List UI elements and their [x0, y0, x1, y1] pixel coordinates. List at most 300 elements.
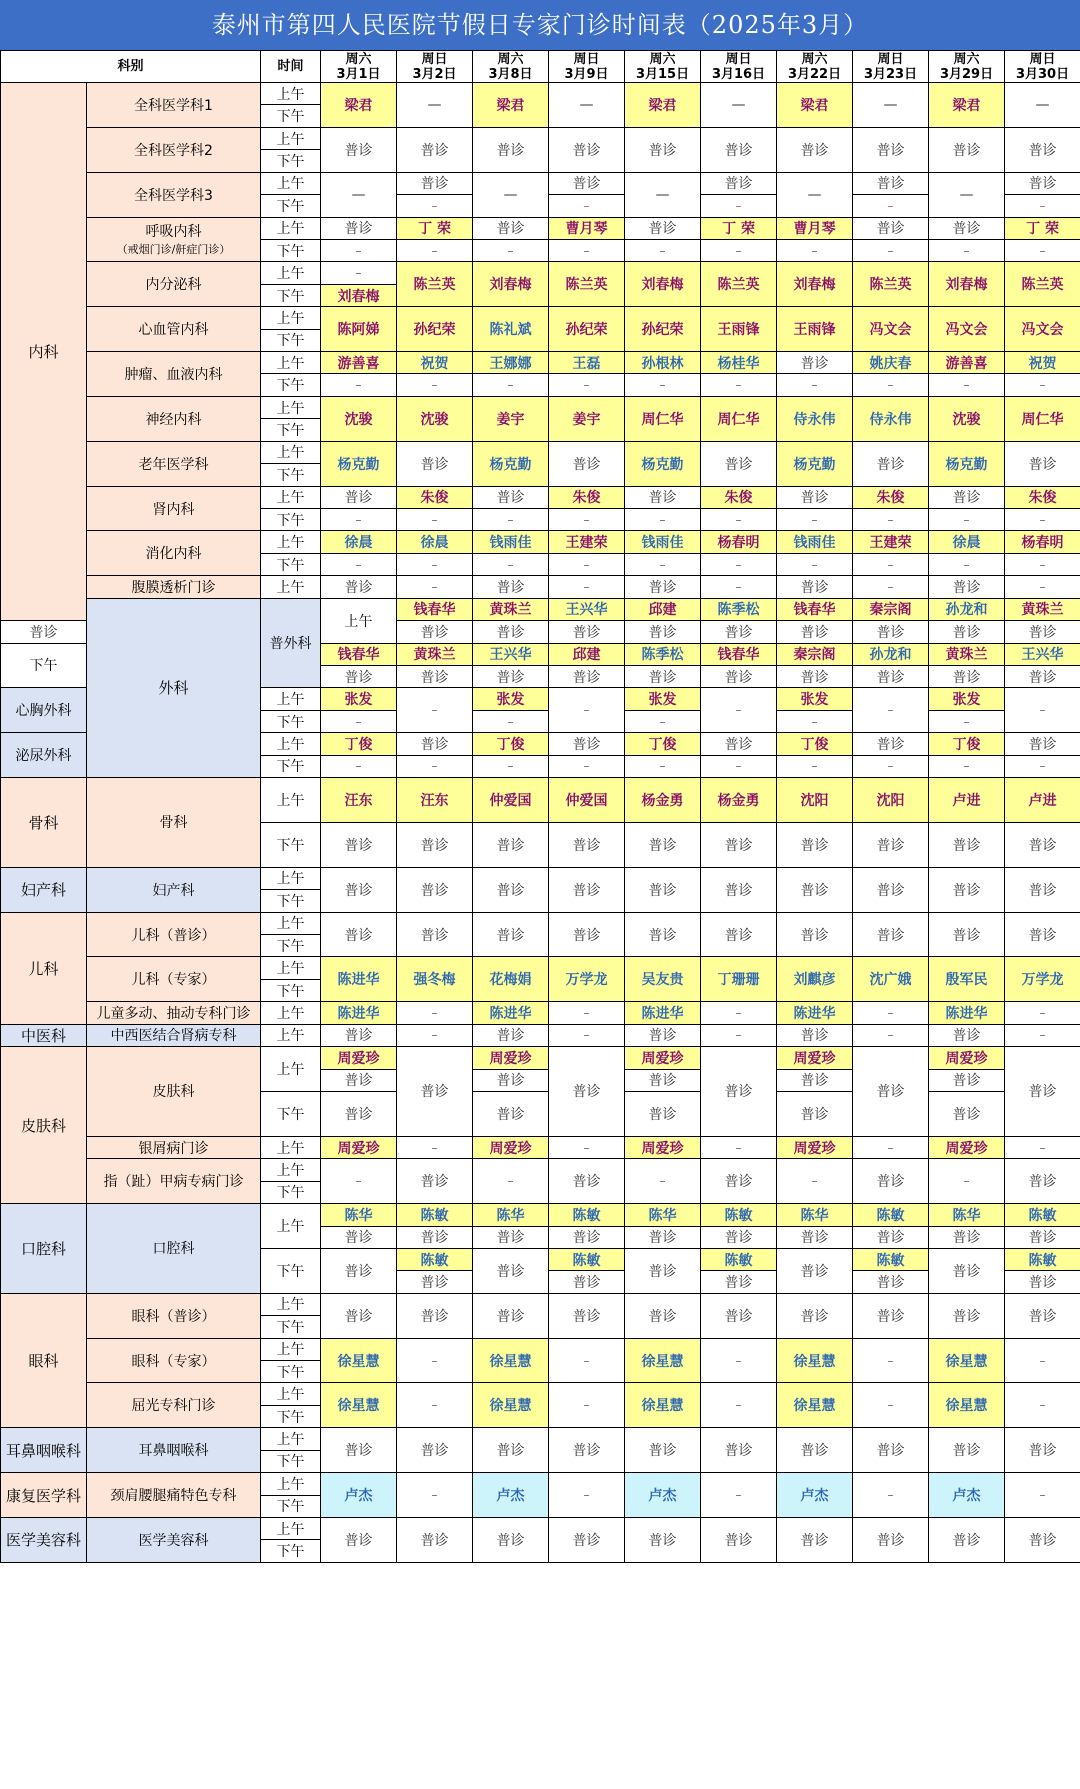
schedule-cell: –: [1005, 1473, 1080, 1518]
doctor-cell: 王建荣: [853, 531, 929, 553]
schedule-cell: –: [625, 1159, 701, 1204]
doctor-cell: 黄珠兰: [929, 643, 1005, 665]
table-row: [1, 1473, 1080, 1495]
subdepartment-label: 全科医学科2: [134, 142, 213, 159]
schedule-cell: –: [701, 374, 777, 396]
doctor-cell: 徐星慧: [473, 1338, 549, 1383]
schedule-cell: 普诊: [777, 127, 853, 172]
subdepartment-cell: [87, 1047, 261, 1137]
page-title: 泰州市第四人民医院节假日专家门诊时间表（2025年3月）: [0, 0, 1080, 50]
weekday-label: 周六: [497, 51, 524, 67]
date-label: 3月1日: [336, 66, 381, 82]
doctor-cell: 刘麒彦: [777, 957, 853, 1002]
subdepartment-cell: [87, 531, 261, 576]
schedule-cell: –: [701, 239, 777, 261]
doctor-cell: 卢杰: [321, 1473, 397, 1518]
time-slot-cell: 下午: [261, 1540, 321, 1562]
time-slot-cell: 下午: [261, 1495, 321, 1517]
table-row: [1, 1047, 1080, 1069]
doctor-cell: 陈敏: [549, 1248, 625, 1270]
schedule-cell: 普诊: [701, 1428, 777, 1473]
schedule-cell: 普诊: [929, 1428, 1005, 1473]
schedule-cell: –: [397, 688, 473, 733]
schedule-cell: –: [397, 374, 473, 396]
subdepartment-cell: [87, 1428, 261, 1473]
schedule-cell: 普诊: [321, 576, 397, 598]
doctor-cell: 吴友贵: [625, 957, 701, 1002]
subdepartment-cell: [87, 307, 261, 352]
schedule-cell: 普诊: [321, 127, 397, 172]
doctor-cell: 丁 荣: [701, 217, 777, 239]
doctor-cell: 冯文会: [929, 307, 1005, 352]
subdepartment-cell: [87, 486, 261, 531]
department-cell: 皮肤科: [1, 1047, 87, 1204]
department-cell: 妇产科: [1, 867, 87, 912]
schedule-cell: 普诊: [549, 441, 625, 486]
time-slot-cell: 下午: [261, 374, 321, 396]
doctor-cell: 杨克勤: [625, 441, 701, 486]
schedule-cell: –: [397, 509, 473, 531]
schedule-cell: 普诊: [321, 486, 397, 508]
schedule-cell: —: [473, 172, 549, 217]
schedule-cell: 普诊: [473, 665, 549, 687]
department-cell: 骨科: [1, 778, 87, 868]
subdepartment-label: 颈肩腰腿痛特色专科: [110, 1488, 237, 1505]
time-slot-cell: 下午: [261, 1248, 321, 1293]
schedule-cell: 普诊: [929, 822, 1005, 867]
doctor-cell: 陈敏: [397, 1248, 473, 1270]
doctor-cell: 卢杰: [777, 1473, 853, 1518]
schedule-cell: 普诊: [397, 665, 473, 687]
schedule-cell: –: [929, 509, 1005, 531]
schedule-cell: –: [853, 1024, 929, 1046]
schedule-cell: 普诊: [853, 733, 929, 755]
doctor-cell: 张发: [321, 688, 397, 710]
subdepartment-cell: [87, 396, 261, 441]
doctor-cell: 陈敏: [701, 1204, 777, 1226]
subdepartment-cell: [1, 688, 87, 733]
schedule-cell: –: [397, 1136, 473, 1158]
doctor-cell: 徐晨: [929, 531, 1005, 553]
doctor-cell: 周仁华: [1005, 396, 1080, 441]
doctor-cell: 周爱珍: [321, 1047, 397, 1069]
time-slot-cell: 上午: [321, 598, 397, 643]
schedule-cell: –: [549, 1338, 625, 1383]
table-row: [1, 778, 1080, 800]
schedule-cell: 普诊: [397, 867, 473, 912]
time-slot-cell: 上午: [261, 1204, 321, 1249]
time-slot-cell: 上午: [261, 172, 321, 194]
subdepartment-cell: [87, 352, 261, 397]
doctor-cell: 陈敏: [853, 1248, 929, 1270]
schedule-cell: 普诊: [853, 912, 929, 957]
doctor-cell: 仲爱国: [473, 778, 549, 823]
schedule-cell: 普诊: [321, 217, 397, 239]
schedule-cell: 普诊: [1005, 1271, 1080, 1293]
doctor-cell: 丁 荣: [1005, 217, 1080, 239]
doctor-cell: 王兴华: [473, 643, 549, 665]
doctor-cell: 周爱珍: [777, 1047, 853, 1069]
schedule-cell: 普诊: [397, 1271, 473, 1293]
schedule-cell: 普诊: [777, 912, 853, 957]
schedule-cell: –: [853, 1338, 929, 1383]
schedule-cell: –: [853, 374, 929, 396]
doctor-cell: 张发: [929, 688, 1005, 710]
doctor-cell: 朱俊: [549, 486, 625, 508]
schedule-cell: –: [777, 1159, 853, 1204]
doctor-cell: 卢杰: [473, 1473, 549, 1518]
schedule-cell: 普诊: [701, 1271, 777, 1293]
time-slot-cell: 上午: [261, 867, 321, 889]
doctor-cell: 陈季松: [625, 643, 701, 665]
doctor-cell: 陈阿娣: [321, 307, 397, 352]
subdepartment-label: 儿童多动、抽动专科门诊: [96, 1006, 251, 1022]
subdepartment-cell: [87, 957, 261, 1002]
schedule-cell: 普诊: [701, 172, 777, 194]
doctor-cell: 刘春梅: [473, 262, 549, 307]
doctor-cell: 侍永伟: [853, 396, 929, 441]
schedule-cell: 普诊: [853, 127, 929, 172]
doctor-cell: 姜宇: [549, 396, 625, 441]
doctor-cell: 邱建: [549, 643, 625, 665]
doctor-cell: 黄珠兰: [473, 598, 549, 620]
table-row: [1, 1136, 1080, 1158]
doctor-cell: 陈敏: [1005, 1204, 1080, 1226]
doctor-cell: 曹月琴: [777, 217, 853, 239]
doctor-cell: 梁君: [929, 83, 1005, 128]
subdepartment-label: 儿科（专家）: [131, 972, 216, 989]
doctor-cell: 陈兰英: [701, 262, 777, 307]
doctor-cell: 刘春梅: [625, 262, 701, 307]
table-row: [1, 172, 1080, 194]
schedule-cell: 普诊: [473, 576, 549, 598]
time-slot-cell: 上午: [261, 217, 321, 239]
schedule-cell: –: [549, 195, 625, 217]
subdepartment-cell: [87, 127, 261, 172]
schedule-cell: 普诊: [701, 1226, 777, 1248]
doctor-cell: 钱雨佳: [625, 531, 701, 553]
weekday-label: 周六: [801, 51, 828, 67]
schedule-cell: 普诊: [701, 441, 777, 486]
schedule-cell: –: [929, 710, 1005, 732]
subdepartment-label: 肿瘤、血液内科: [124, 366, 223, 383]
table-row: [1, 957, 1080, 979]
doctor-cell: 张发: [473, 688, 549, 710]
schedule-cell: –: [321, 553, 397, 575]
schedule-cell: –: [777, 553, 853, 575]
schedule-cell: 普诊: [777, 1293, 853, 1338]
time-slot-cell: 上午: [261, 1047, 321, 1092]
schedule-cell: 普诊: [929, 1293, 1005, 1338]
schedule-cell: 普诊: [473, 127, 549, 172]
schedule-cell: 普诊: [777, 621, 853, 643]
doctor-cell: 徐星慧: [777, 1383, 853, 1428]
weekday-label: 周日: [573, 51, 600, 67]
schedule-cell: 普诊: [397, 912, 473, 957]
schedule-cell: –: [549, 1024, 625, 1046]
schedule-cell: –: [549, 688, 625, 733]
doctor-cell: 杨春明: [701, 531, 777, 553]
schedule-cell: 普诊: [473, 1069, 549, 1091]
doctor-cell: 朱俊: [397, 486, 473, 508]
department-cell: 外科: [87, 598, 261, 777]
schedule-cell: 普诊: [853, 867, 929, 912]
date-header: [1005, 51, 1080, 83]
schedule-cell: –: [1005, 195, 1080, 217]
time-slot-cell: 上午: [261, 352, 321, 374]
schedule-cell: —: [929, 172, 1005, 217]
schedule-cell: 普诊: [929, 1091, 1005, 1136]
date-label: 3月2日: [412, 66, 457, 82]
schedule-cell: 普诊: [549, 867, 625, 912]
schedule-cell: 普诊: [549, 127, 625, 172]
schedule-cell: 普诊: [853, 1271, 929, 1293]
subdepartment-label: 心血管内科: [138, 322, 209, 339]
table-row: [1, 1383, 1080, 1405]
dept-header: 科别: [1, 51, 261, 83]
schedule-cell: –: [397, 195, 473, 217]
doctor-cell: 周爱珍: [473, 1047, 549, 1069]
doctor-cell: 刘春梅: [777, 262, 853, 307]
schedule-cell: –: [397, 553, 473, 575]
doctor-cell: 孙纪荣: [625, 307, 701, 352]
subdepartment-label: 皮肤科: [152, 1084, 195, 1101]
doctor-cell: 姚庆春: [853, 352, 929, 374]
doctor-cell: 陈兰英: [397, 262, 473, 307]
schedule-cell: 普诊: [777, 1069, 853, 1091]
schedule-cell: 普诊: [397, 172, 473, 194]
doctor-cell: 陈进华: [625, 1002, 701, 1024]
table-row: [1, 486, 1080, 508]
schedule-cell: —: [321, 172, 397, 217]
doctor-cell: 侍永伟: [777, 396, 853, 441]
table-row: [1, 396, 1080, 418]
schedule-cell: –: [853, 239, 929, 261]
schedule-cell: 普诊: [625, 486, 701, 508]
doctor-cell: 秦宗阁: [853, 598, 929, 620]
subdepartment-label: 骨科: [159, 815, 188, 832]
doctor-cell: 卢进: [1005, 778, 1080, 823]
doctor-cell: 刘春梅: [929, 262, 1005, 307]
weekday-label: 周六: [649, 51, 676, 67]
doctor-cell: 梁君: [625, 83, 701, 128]
table-row: [1, 531, 1080, 553]
schedule-cell: 普诊: [701, 665, 777, 687]
doctor-cell: 万学龙: [549, 957, 625, 1002]
subdepartment-label: 全科医学科1: [134, 97, 213, 114]
schedule-cell: 普诊: [625, 1091, 701, 1136]
schedule-cell: 普诊: [777, 1518, 853, 1563]
doctor-cell: 汪东: [397, 778, 473, 823]
schedule-cell: –: [321, 239, 397, 261]
schedule-cell: –: [321, 509, 397, 531]
schedule-cell: 普诊: [853, 1047, 929, 1137]
subdepartment-label: 眼科（专家）: [131, 1353, 216, 1370]
doctor-cell: 王兴华: [1005, 643, 1080, 665]
schedule-cell: 普诊: [549, 1226, 625, 1248]
schedule-cell: 普诊: [473, 1248, 549, 1293]
table-row: [1, 1518, 1080, 1540]
schedule-cell: 普诊: [625, 867, 701, 912]
subdepartment-label: 泌尿外科: [15, 748, 72, 765]
schedule-cell: —: [625, 172, 701, 217]
time-slot-cell: 上午: [261, 531, 321, 553]
schedule-cell: 普诊: [321, 867, 397, 912]
schedule-cell: 普诊: [929, 1226, 1005, 1248]
doctor-cell: 朱俊: [701, 486, 777, 508]
schedule-cell: 普诊: [701, 621, 777, 643]
doctor-cell: 陈兰英: [853, 262, 929, 307]
schedule-cell: 普诊: [549, 1518, 625, 1563]
schedule-cell: 普诊: [1005, 1293, 1080, 1338]
schedule-cell: 普诊: [701, 1293, 777, 1338]
doctor-cell: 徐星慧: [777, 1338, 853, 1383]
subdepartment-label: 眼科（普诊）: [131, 1308, 216, 1325]
time-slot-cell: 上午: [261, 1293, 321, 1315]
schedule-cell: 普诊: [549, 1293, 625, 1338]
doctor-cell: 陈敏: [549, 1204, 625, 1226]
doctor-cell: 陈进华: [777, 1002, 853, 1024]
subdepartment-label: 老年医学科: [138, 456, 209, 473]
schedule-cell: 普诊: [929, 1069, 1005, 1091]
schedule-cell: –: [777, 710, 853, 732]
schedule-cell: –: [1005, 1383, 1080, 1428]
schedule-cell: 普诊: [929, 1248, 1005, 1293]
schedule-cell: –: [929, 553, 1005, 575]
doctor-cell: 徐星慧: [929, 1383, 1005, 1428]
schedule-cell: –: [1005, 755, 1080, 777]
schedule-cell: –: [1005, 509, 1080, 531]
doctor-cell: 王磊: [549, 352, 625, 374]
schedule-cell: 普诊: [473, 486, 549, 508]
subdepartment-cell: [87, 778, 261, 868]
schedule-cell: –: [853, 576, 929, 598]
subdepartment-cell: [87, 83, 261, 128]
weekday-label: 周日: [1029, 51, 1056, 67]
schedule-cell: –: [777, 374, 853, 396]
subdepartment-cell: [87, 912, 261, 957]
subdepartment-label: 医学美容科: [138, 1532, 209, 1549]
schedule-cell: 普诊: [929, 1024, 1005, 1046]
table-row: [1, 912, 1080, 934]
time-slot-cell: 上午: [261, 1428, 321, 1450]
doctor-cell: 周仁华: [701, 396, 777, 441]
schedule-cell: 普诊: [549, 822, 625, 867]
schedule-cell: 普诊: [321, 1248, 397, 1293]
date-header: [929, 51, 1005, 83]
time-slot-cell: 下午: [261, 195, 321, 217]
doctor-cell: 杨春明: [1005, 531, 1080, 553]
doctor-cell: 徐星慧: [473, 1383, 549, 1428]
schedule-cell: –: [777, 509, 853, 531]
time-slot-cell: 下午: [261, 979, 321, 1001]
schedule-cell: –: [853, 755, 929, 777]
schedule-cell: 普诊: [473, 621, 549, 643]
time-slot-cell: 上午: [261, 1159, 321, 1181]
doctor-cell: 仲爱国: [549, 778, 625, 823]
schedule-cell: 普诊: [321, 1518, 397, 1563]
subdepartment-label: 银屑病门诊: [138, 1140, 209, 1157]
schedule-cell: 普诊: [853, 1293, 929, 1338]
schedule-cell: –: [473, 553, 549, 575]
schedule-cell: 普诊: [929, 217, 1005, 239]
doctor-cell: 王兴华: [549, 598, 625, 620]
subdepartment-cell: [87, 172, 261, 217]
schedule-cell: –: [625, 553, 701, 575]
schedule-cell: 普诊: [625, 912, 701, 957]
schedule-cell: 普诊: [625, 1428, 701, 1473]
schedule-cell: —: [701, 83, 777, 128]
schedule-cell: –: [1005, 374, 1080, 396]
schedule-cell: –: [473, 710, 549, 732]
department-cell: 中医科: [1, 1024, 87, 1046]
doctor-cell: 丁俊: [473, 733, 549, 755]
doctor-cell: 孙根林: [625, 352, 701, 374]
schedule-cell: –: [1005, 576, 1080, 598]
schedule-cell: 普诊: [777, 486, 853, 508]
schedule-cell: 普诊: [853, 1428, 929, 1473]
time-slot-cell: 下午: [261, 710, 321, 732]
schedule-cell: 普诊: [625, 1069, 701, 1091]
subdepartment-note: （戒烟门诊/鼾症门诊）: [116, 243, 231, 257]
table-row: [1, 1002, 1080, 1024]
schedule-cell: –: [701, 755, 777, 777]
schedule-cell: –: [549, 374, 625, 396]
doctor-cell: 陈华: [473, 1204, 549, 1226]
doctor-cell: 周爱珍: [473, 1136, 549, 1158]
doctor-cell: 杨克勤: [777, 441, 853, 486]
subdepartment-cell: [87, 1136, 261, 1158]
schedule-cell: 普诊: [853, 1518, 929, 1563]
time-slot-cell: 下午: [261, 284, 321, 306]
schedule-cell: 普诊: [1005, 733, 1080, 755]
schedule-cell: 普诊: [625, 576, 701, 598]
doctor-cell: 徐星慧: [625, 1338, 701, 1383]
schedule-cell: 普诊: [397, 1159, 473, 1204]
time-slot-cell: 上午: [261, 1383, 321, 1405]
schedule-cell: 普诊: [321, 1024, 397, 1046]
doctor-cell: 汪东: [321, 778, 397, 823]
doctor-cell: 徐星慧: [321, 1338, 397, 1383]
schedule-cell: 普诊: [929, 127, 1005, 172]
schedule-cell: 普诊: [321, 1226, 397, 1248]
schedule-cell: 普诊: [549, 621, 625, 643]
schedule-cell: –: [397, 576, 473, 598]
schedule-cell: 普诊: [777, 665, 853, 687]
schedule-cell: –: [853, 195, 929, 217]
schedule-cell: –: [853, 1002, 929, 1024]
schedule-cell: 普诊: [1005, 1428, 1080, 1473]
schedule-cell: 普诊: [321, 1428, 397, 1473]
subdepartment-cell: [87, 217, 261, 262]
doctor-cell: 陈兰英: [549, 262, 625, 307]
schedule-cell: –: [701, 553, 777, 575]
schedule-cell: 普诊: [929, 1518, 1005, 1563]
subdepartment-label: 腹膜透析门诊: [131, 579, 216, 596]
time-slot-cell: 上午: [261, 441, 321, 463]
doctor-cell: 钱春华: [701, 643, 777, 665]
schedule-cell: 普诊: [549, 733, 625, 755]
schedule-cell: –: [549, 1383, 625, 1428]
schedule-cell: 普诊: [549, 1271, 625, 1293]
table-row: [1, 1204, 1080, 1226]
date-label: 3月16日: [711, 66, 766, 82]
schedule-cell: —: [777, 172, 853, 217]
schedule-cell: 普诊: [701, 1047, 777, 1137]
schedule-cell: –: [853, 1473, 929, 1518]
schedule-cell: 普诊: [929, 621, 1005, 643]
time-slot-cell: 下午: [261, 755, 321, 777]
